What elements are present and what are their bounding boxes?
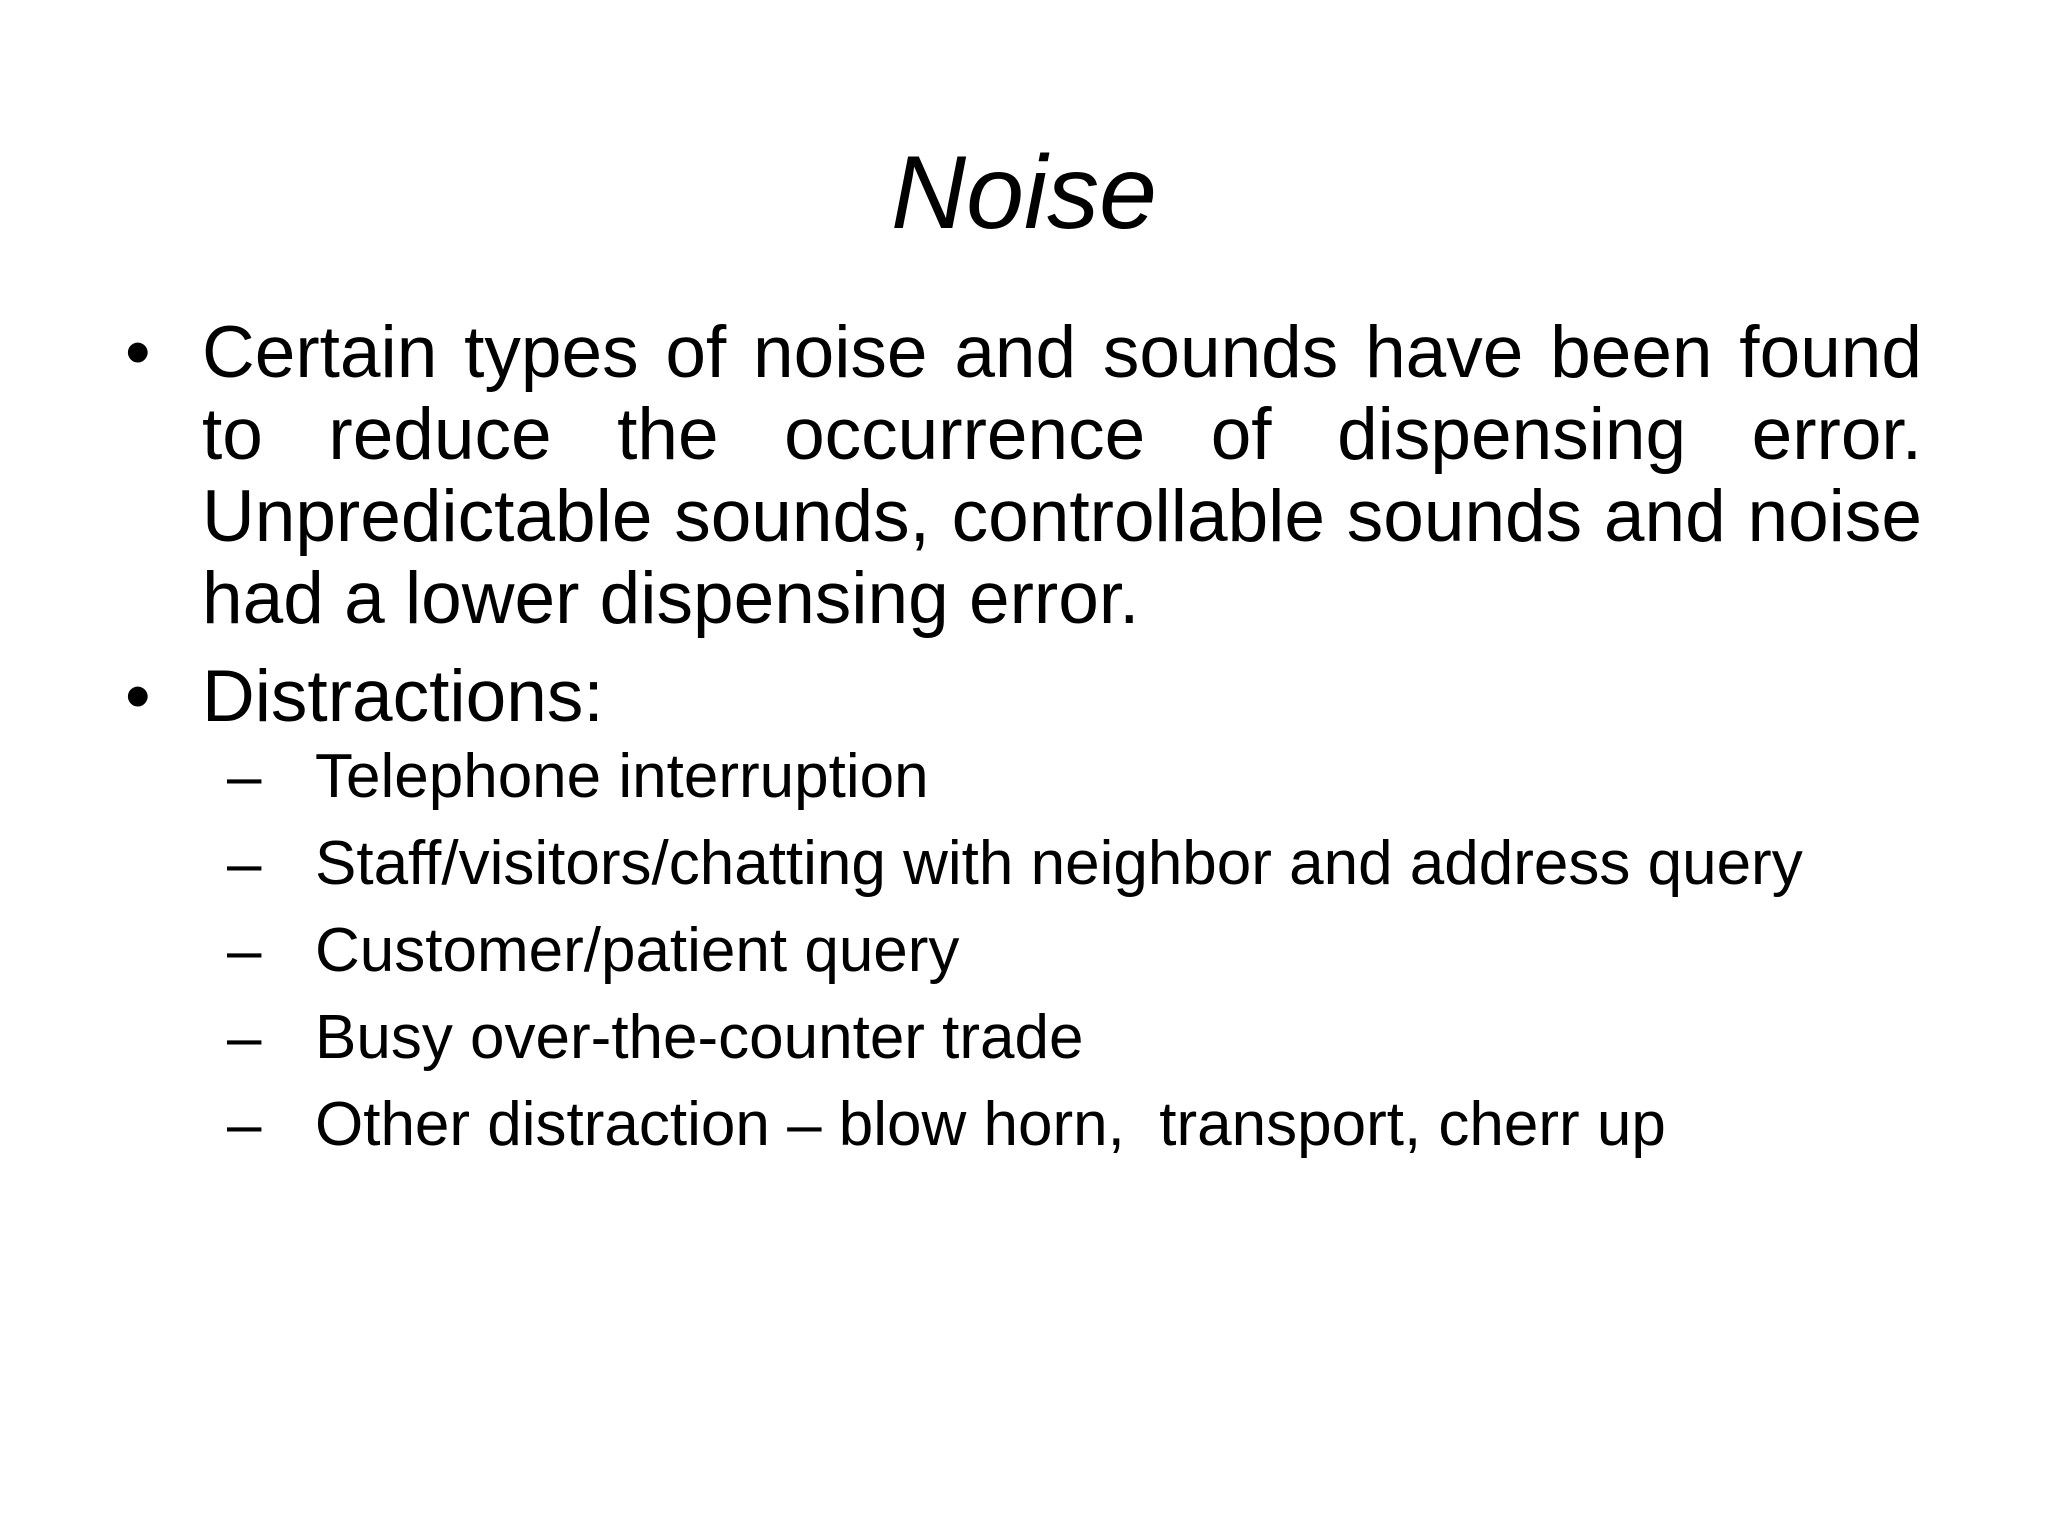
bullet-item xyxy=(125,656,1925,1158)
sub-list xyxy=(227,744,1925,1158)
sub-item xyxy=(227,831,1925,897)
dash-marker: – xyxy=(227,1003,262,1072)
sub-item xyxy=(227,1092,1925,1158)
dash-marker: – xyxy=(227,829,262,898)
bullet-marker: • xyxy=(125,656,151,737)
dash-marker: – xyxy=(227,742,262,811)
slide-body xyxy=(125,312,1925,1179)
bullet-text: Distractions: xyxy=(202,656,604,737)
bullet-text: Certain types of noise and sounds have been found to reduce the occurrence of dispensing error. Unpredictable sounds, controllable sounds and noise had a lower dispensing error. xyxy=(202,312,1922,639)
sub-item xyxy=(227,918,1925,984)
sub-item xyxy=(227,744,1925,810)
sub-item-text: Other distraction – blow horn, transport, cherr up xyxy=(315,1090,1666,1159)
dash-marker: – xyxy=(227,916,262,985)
sub-item-text: Telephone interruption xyxy=(315,742,929,811)
dash-marker: – xyxy=(227,1090,262,1159)
bullet-marker: • xyxy=(125,312,151,393)
sub-item-text: Customer/patient query xyxy=(315,916,960,985)
sub-item-text: Busy over-the-counter trade xyxy=(315,1003,1084,1072)
slide-title: Noise xyxy=(891,135,1157,251)
bullet-item xyxy=(125,312,1925,640)
sub-item xyxy=(227,1005,1925,1071)
sub-item-text: Staff/visitors/chatting with neighbor and address query xyxy=(315,829,1803,898)
